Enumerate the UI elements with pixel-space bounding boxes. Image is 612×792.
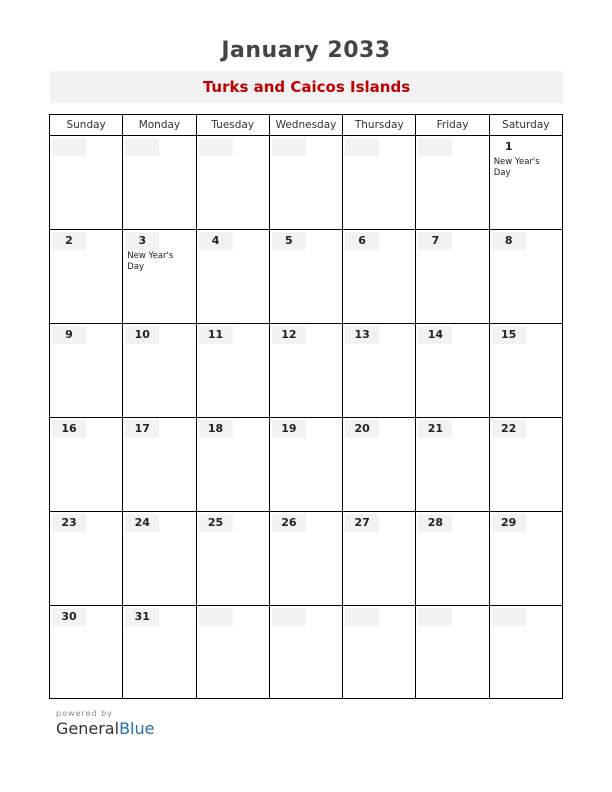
day-cell — [50, 512, 123, 605]
day-cell — [50, 606, 123, 698]
day-cell — [490, 606, 562, 698]
day-cell — [270, 512, 343, 605]
day-cell — [270, 136, 343, 229]
day-cell — [343, 230, 416, 323]
day-number: 22 — [492, 420, 526, 438]
day-cell — [50, 324, 123, 417]
generalblue-logo[interactable] — [56, 719, 154, 738]
week-row — [50, 418, 562, 512]
day-number — [492, 608, 526, 626]
week-row — [50, 230, 562, 324]
day-number: 4 — [199, 232, 233, 250]
day-number: 27 — [345, 514, 379, 532]
weekday-wednesday: Wednesday — [270, 115, 343, 135]
day-number: 30 — [52, 608, 86, 626]
footer — [56, 709, 154, 738]
day-cell — [490, 230, 562, 323]
day-cell — [416, 606, 489, 698]
weekday-monday: Monday — [123, 115, 196, 135]
week-row — [50, 136, 562, 230]
day-cell — [343, 324, 416, 417]
day-cell — [270, 324, 343, 417]
day-cell — [270, 230, 343, 323]
day-cell — [197, 136, 270, 229]
weekday-header-row — [50, 115, 562, 136]
day-number: 15 — [492, 326, 526, 344]
day-number — [345, 608, 379, 626]
day-number: 23 — [52, 514, 86, 532]
weekday-sunday: Sunday — [50, 115, 123, 135]
day-number — [125, 138, 159, 156]
day-number: 1 — [492, 138, 526, 156]
day-number: 9 — [52, 326, 86, 344]
day-number — [418, 608, 452, 626]
country-name: Turks and Caicos Islands — [202, 78, 411, 96]
day-number: 20 — [345, 420, 379, 438]
day-number — [272, 138, 306, 156]
day-cell — [490, 418, 562, 511]
day-cell — [197, 512, 270, 605]
day-cell — [416, 512, 489, 605]
day-cell — [416, 418, 489, 511]
day-cell — [416, 136, 489, 229]
day-cell — [416, 230, 489, 323]
weekday-saturday: Saturday — [502, 119, 550, 131]
day-number: 29 — [492, 514, 526, 532]
day-cell — [50, 136, 123, 229]
weekday-thursday: Thursday — [343, 115, 416, 135]
day-number: 18 — [199, 420, 233, 438]
day-cell — [123, 136, 196, 229]
week-row — [50, 606, 562, 698]
day-cell — [50, 418, 123, 511]
day-number: 25 — [199, 514, 233, 532]
powered-by-text: powered by — [56, 709, 113, 718]
day-number: 12 — [272, 326, 306, 344]
day-number: 11 — [199, 326, 233, 344]
day-number — [418, 138, 452, 156]
day-cell — [343, 606, 416, 698]
day-number: 14 — [418, 326, 452, 344]
day-number: 7 — [418, 232, 452, 250]
day-number — [199, 138, 233, 156]
day-cell — [123, 324, 196, 417]
day-number: 26 — [272, 514, 306, 532]
day-cell — [343, 136, 416, 229]
day-cell — [490, 136, 562, 229]
day-cell — [197, 324, 270, 417]
calendar-title: January 2033 — [221, 38, 391, 63]
day-number: 19 — [272, 420, 306, 438]
day-cell — [197, 230, 270, 323]
day-cell — [490, 512, 562, 605]
day-number: 24 — [125, 514, 159, 532]
week-row — [50, 324, 562, 418]
day-cell — [343, 418, 416, 511]
day-number: 13 — [345, 326, 379, 344]
day-cell — [343, 512, 416, 605]
country-bar — [50, 71, 563, 103]
day-cell — [416, 324, 489, 417]
day-number: 10 — [125, 326, 159, 344]
week-row — [50, 512, 562, 606]
weekday-friday: Friday — [416, 115, 489, 135]
brand-general: General — [56, 719, 120, 738]
day-cell — [490, 324, 562, 417]
calendar-grid — [49, 114, 563, 699]
day-cell — [123, 606, 196, 698]
day-number — [345, 138, 379, 156]
day-number: 3 — [125, 232, 159, 250]
day-number: 5 — [272, 232, 306, 250]
day-cell — [197, 418, 270, 511]
day-number — [272, 608, 306, 626]
day-number — [52, 138, 86, 156]
brand-blue: Blue — [119, 719, 155, 738]
day-number: 2 — [52, 232, 86, 250]
day-cell — [123, 512, 196, 605]
day-number: 8 — [492, 232, 526, 250]
day-cell — [123, 230, 196, 323]
day-number: 31 — [125, 608, 159, 626]
day-number: 16 — [52, 420, 86, 438]
day-number: 28 — [418, 514, 452, 532]
weekday-tuesday: Tuesday — [197, 115, 270, 135]
day-number: 6 — [345, 232, 379, 250]
day-cell — [50, 230, 123, 323]
holiday-label: New Year's Day — [493, 157, 540, 178]
day-cell — [197, 606, 270, 698]
day-cell — [123, 418, 196, 511]
day-number: 17 — [125, 420, 159, 438]
day-number: 21 — [418, 420, 452, 438]
day-cell — [270, 418, 343, 511]
holiday-label: New Year's Day — [127, 251, 174, 272]
day-number — [199, 608, 233, 626]
day-cell — [270, 606, 343, 698]
